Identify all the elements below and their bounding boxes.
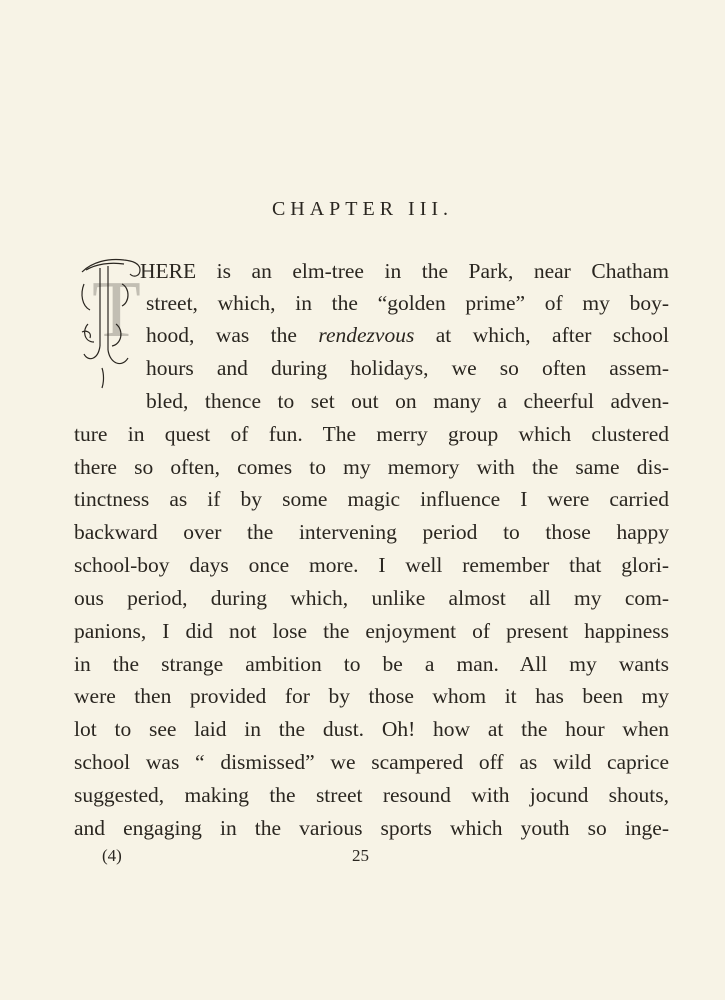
text-line: suggested, making the street resound with jocund shouts,	[74, 783, 669, 807]
text-span: at which, after school	[414, 323, 669, 347]
text-line: and engaging in the various sports which youth so inge-	[74, 816, 669, 840]
text-line: street, which, in the “golden prime” of my boy-	[146, 291, 669, 315]
text-line: were then provided for by those whom it has been my	[74, 684, 669, 708]
text-line: school-boy days once more. I well remember that glori-	[74, 553, 669, 577]
text-line: backward over the intervening period to those happy	[74, 520, 669, 544]
text-line: panions, I did not lose the enjoyment of present happiness	[74, 619, 669, 643]
text-line: in the strange ambition to be a man. All my wants	[74, 652, 669, 676]
chapter-heading: CHAPTER III.	[271, 198, 454, 220]
ornamental-initial-t-icon	[78, 250, 142, 400]
text-line: tinctness as if by some magic influence I were carried	[74, 487, 669, 511]
text-line: HERE is an elm-tree in the Park, near Chatham	[140, 259, 669, 283]
text-line: ous period, during which, unlike almost all my com-	[74, 586, 669, 610]
text-line: ture in quest of fun. The merry group which clustered	[74, 422, 669, 446]
text-line: there so often, comes to my memory with the same dis-	[74, 455, 669, 479]
italic-word: rendezvous	[318, 323, 415, 347]
text-line: bled, thence to set out on many a cheerful adven-	[146, 389, 669, 413]
text-line: lot to see laid in the dust. Oh! how at the hour when	[74, 717, 669, 741]
drop-cap-letter: T	[92, 266, 141, 354]
page-number: 25	[352, 846, 369, 865]
text-line: school was “ dismissed” we scampered off as wild caprice	[74, 750, 669, 774]
text-line	[146, 320, 669, 350]
signature-mark: (4)	[102, 846, 122, 865]
text-line: hours and during holidays, we so often assem-	[146, 356, 669, 380]
text-span: hood, was the	[146, 323, 319, 347]
